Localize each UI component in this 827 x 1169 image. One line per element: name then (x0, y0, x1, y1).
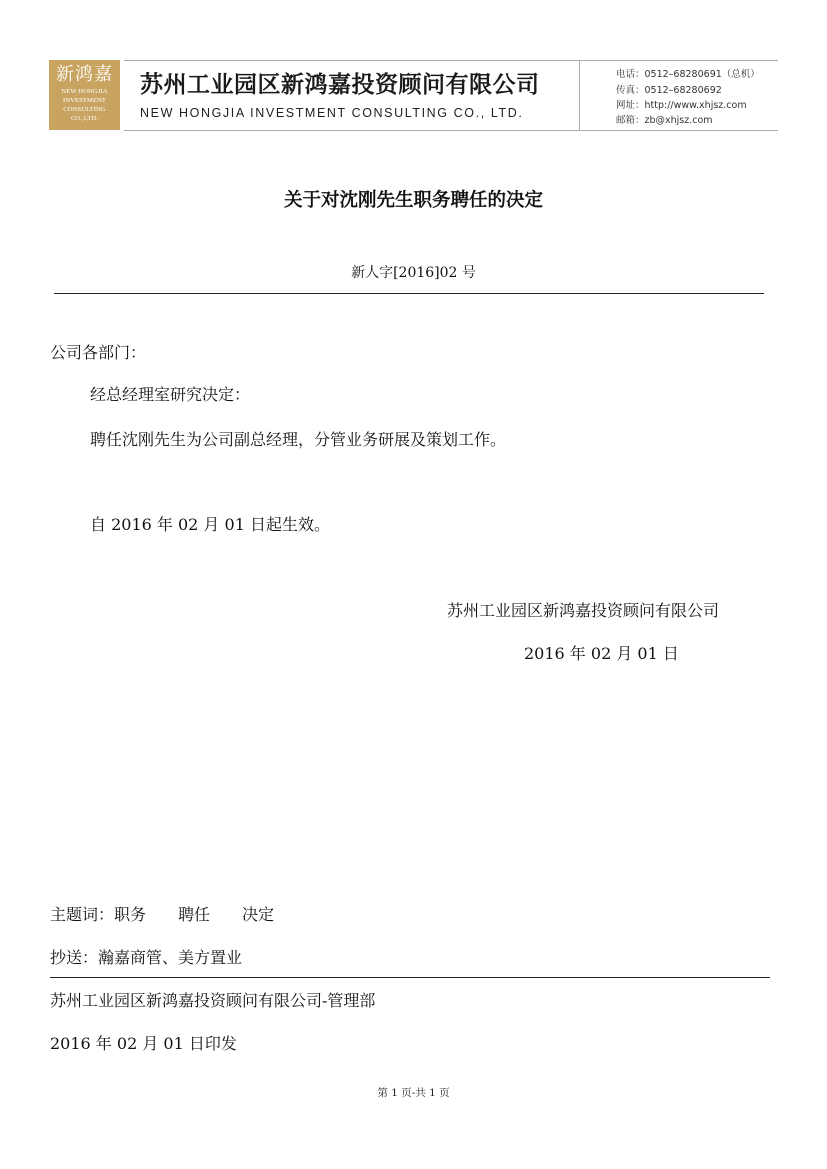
contact-email: 邮箱：zb@xhjsz.com (616, 115, 713, 126)
company-name-chinese: 苏州工业园区新鸿嘉投资顾问有限公司 (140, 72, 540, 98)
document-number: 新人字[2016]02 号 (351, 265, 476, 281)
salutation: 公司各部门： (50, 343, 147, 362)
signature-date: 2016 年 02 月 01 日 (524, 644, 679, 663)
keywords-label: 主题词： (50, 905, 115, 924)
keyword: 决定 (242, 905, 275, 924)
contact-website: 网址：http://www.xhjsz.com (616, 100, 747, 111)
contact-fax: 传真：0512–68280692 (616, 85, 722, 96)
contact-phone: 电话：0512–68280691（总机） (616, 69, 760, 80)
keyword: 聘任 (178, 905, 211, 924)
document-title: 关于对沈刚先生职务聘任的决定 (283, 190, 543, 211)
keyword: 职务 (114, 905, 147, 924)
cc-line (50, 945, 242, 968)
logo-chinese-name: 新鸿嘉 (56, 64, 113, 85)
signature-organization: 苏州工业园区新鸿嘉投资顾问有限公司 (447, 601, 720, 620)
cc-recipients: 瀚嘉商管、美方置业 (98, 948, 243, 967)
body-paragraph: 经总经理室研究决定： (90, 385, 251, 404)
logo-english-line: NEW HONGJIA (61, 88, 108, 95)
body-paragraph: 聘任沈刚先生为公司副总经理，分管业务研展及策划工作。 (90, 430, 507, 449)
issuing-department: 苏州工业园区新鸿嘉投资顾问有限公司-管理部 (50, 991, 376, 1010)
logo-english-line: CO.,LTD. (70, 115, 99, 122)
company-name-english: NEW HONGJIA INVESTMENT CONSULTING CO., LTD. (140, 106, 524, 120)
logo-english-line: INVESTMENT (62, 97, 107, 104)
colophon-divider (50, 977, 770, 978)
title-divider (54, 293, 764, 294)
cc-label: 抄送： (50, 948, 99, 967)
company-logo (49, 60, 120, 130)
keywords-line (50, 902, 274, 925)
letterhead-bottom-border (124, 130, 778, 131)
letterhead-divider (579, 60, 580, 130)
body-paragraph: 自 2016 年 02 月 01 日起生效。 (90, 515, 330, 534)
logo-english-line: CONSULTING (63, 106, 106, 113)
page-number: 第 1 页-共 1 页 (377, 1087, 450, 1099)
issue-date: 2016 年 02 月 01 日印发 (50, 1034, 237, 1053)
letterhead-top-border (124, 60, 778, 61)
